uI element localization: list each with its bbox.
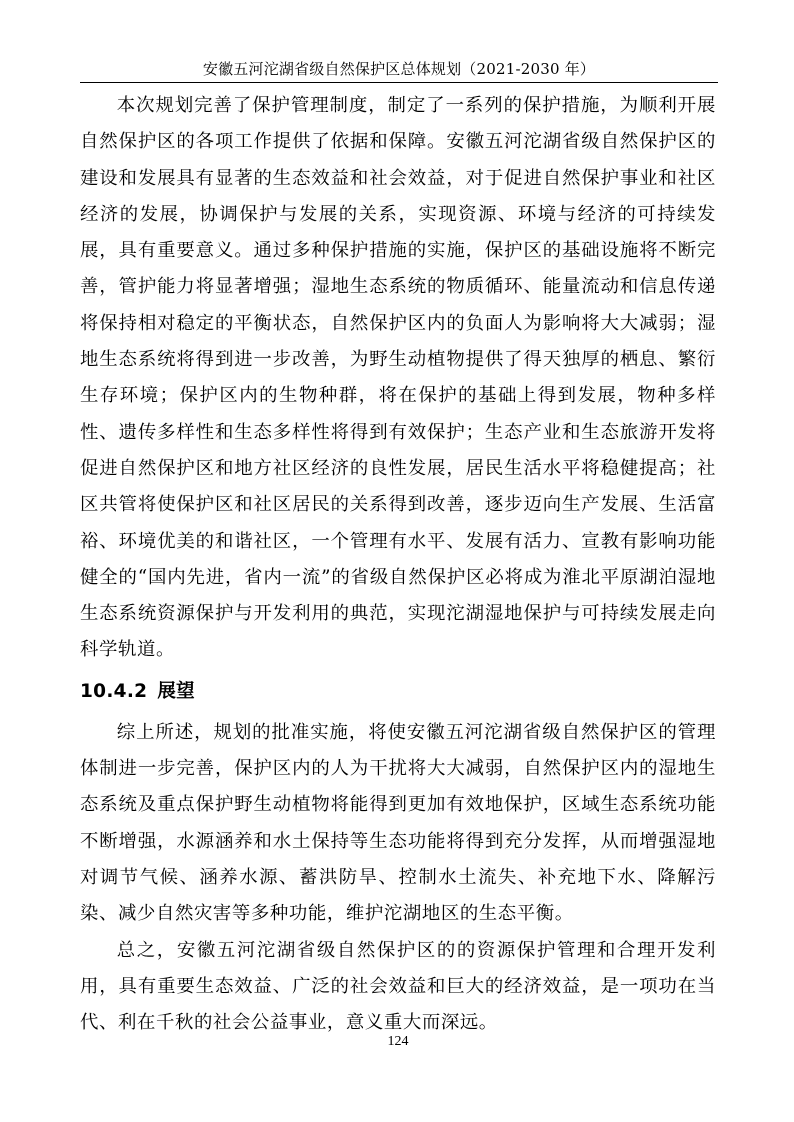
- header-rule: [80, 82, 718, 83]
- section-title: 展望: [157, 680, 195, 702]
- body-paragraph-2: 综上所述，规划的批准实施，将使安徽五河沱湖省级自然保护区的管理体制进一步完善，保护区内的人为干扰将大大减弱，自然保护区内的湿地生态系统及重点保护野生动植物将能得到更加有效地保护，区域生态系统功能不断增强，水源涵养和水土保持等生态功能将得到充分发挥，从而增强湿地对调节气候、涵养水源、蓄洪防旱、控制水土流失、补充地下水、降解污染、减少自然灾害等多种功能，维护沱湖地区的生态平衡。: [80, 721, 716, 925]
- page-number: 124: [387, 1034, 409, 1049]
- running-header: 安徽五河沱湖省级自然保护区总体规划（2021-2030 年）: [202, 60, 596, 78]
- document-body: [80, 88, 716, 1041]
- body-paragraph-3: 总之，安徽五河沱湖省级自然保护区的的资源保护管理和合理开发利用，具有重要生态效益、广泛的社会效益和巨大的经济效益，是一项功在当代、利在千秋的社会公益事业，意义重大而深远。: [80, 939, 716, 1034]
- section-heading: [80, 669, 716, 715]
- body-paragraph-1: 本次规划完善了保护管理制度，制定了一系列的保护措施，为顺利开展自然保护区的各项工作提供了依据和保障。安徽五河沱湖省级自然保护区的建设和发展具有显著的生态效益和社会效益，对于促进自然保护事业和社区经济的发展，协调保护与发展的关系，实现资源、环境与经济的可持续发展，具有重要意义。通过多种保护措施的实施，保护区的基础设施将不断完善，管护能力将显著增强；湿地生态系统的物质循环、能量流动和信息传递将保持相对稳定的平衡状态，自然保护区内的负面人为影响将大大减弱；湿地生态系统将得到进一步改善，为野生动植物提供了得天独厚的栖息、繁衍生存环境；保护区内的生物种群，将在保护的基础上得到发展，物种多样性、遗传多样性和生态多样性将得到有效保护；生态产业和生态旅游开发将促进自然保护区和地方社区经济的良性发展，居民生活水平将稳健提高；社区共管将使保护区和社区居民的关系得到改善，逐步迈向生产发展、生活富裕、环境优美的和谐社区，一个管理有水平、发展有活力、宣教有影响功能健全的“国内先进，省内一流”的省级自然保护区必将成为淮北平原湖泊湿地生态系统资源保护与开发利用的典范，实现沱湖湿地保护与可持续发展走向科学轨道。: [80, 95, 716, 661]
- section-number: 10.4.2: [80, 680, 148, 702]
